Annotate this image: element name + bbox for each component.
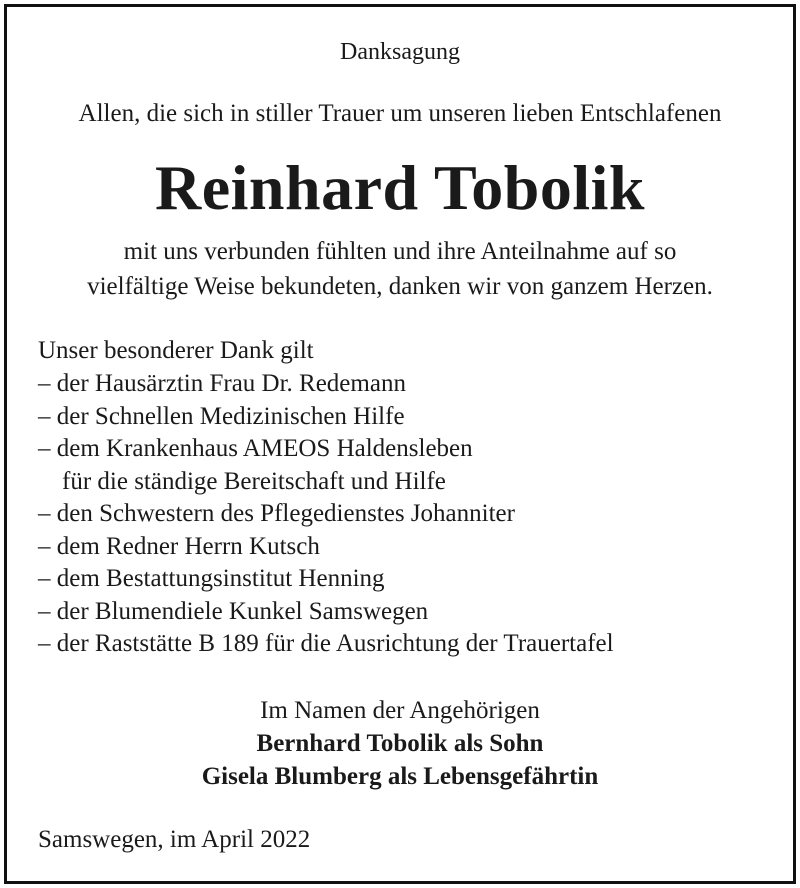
intro-text: Allen, die sich in stiller Trauer um unseren lieben Entschlafenen xyxy=(78,100,722,127)
message-line-2: vielfältige Weise bekundeten, danken wir von ganzem Herzen. xyxy=(87,273,713,300)
thanks-intro: Unser besonderer Dank gilt xyxy=(38,337,314,364)
message-line-1: mit uns verbunden fühlten und ihre Anteilnahme auf so xyxy=(123,238,677,265)
thanks-list-item: – der Blumendiele Kunkel Samswegen xyxy=(38,597,429,625)
signatory-partner: Gisela Blumberg als Lebensgefährtin xyxy=(201,763,599,790)
thanks-list-item: – dem Bestattungsinstitut Henning xyxy=(38,565,385,592)
signature-intro: Im Namen der Angehörigen xyxy=(260,697,540,724)
thanks-list-item: – der Schnellen Medizinischen Hilfe xyxy=(38,402,405,430)
obituary-thank-you-notice xyxy=(4,4,796,884)
thanks-list xyxy=(38,368,614,661)
notice-heading: Danksagung xyxy=(340,39,460,65)
deceased-name: Reinhard Tobolik xyxy=(155,152,645,223)
thanks-list-item: – dem Krankenhaus AMEOS Haldensleben xyxy=(38,435,473,462)
signatory-son: Bernhard Tobolik als Sohn xyxy=(256,730,544,757)
thanks-list-item: – den Schwestern des Pflegedienstes Johanniter xyxy=(38,500,515,527)
thanks-list-item-continuation: für die ständige Bereitschaft und Hilfe xyxy=(62,467,446,495)
place-and-date: Samswegen, im April 2022 xyxy=(38,826,311,853)
thanks-list-item: – der Raststätte B 189 für die Ausrichtung der Trauertafel xyxy=(38,630,614,657)
thanks-list-item: – dem Redner Herrn Kutsch xyxy=(38,532,320,560)
thanks-list-item: – der Hausärztin Frau Dr. Redemann xyxy=(38,370,406,397)
